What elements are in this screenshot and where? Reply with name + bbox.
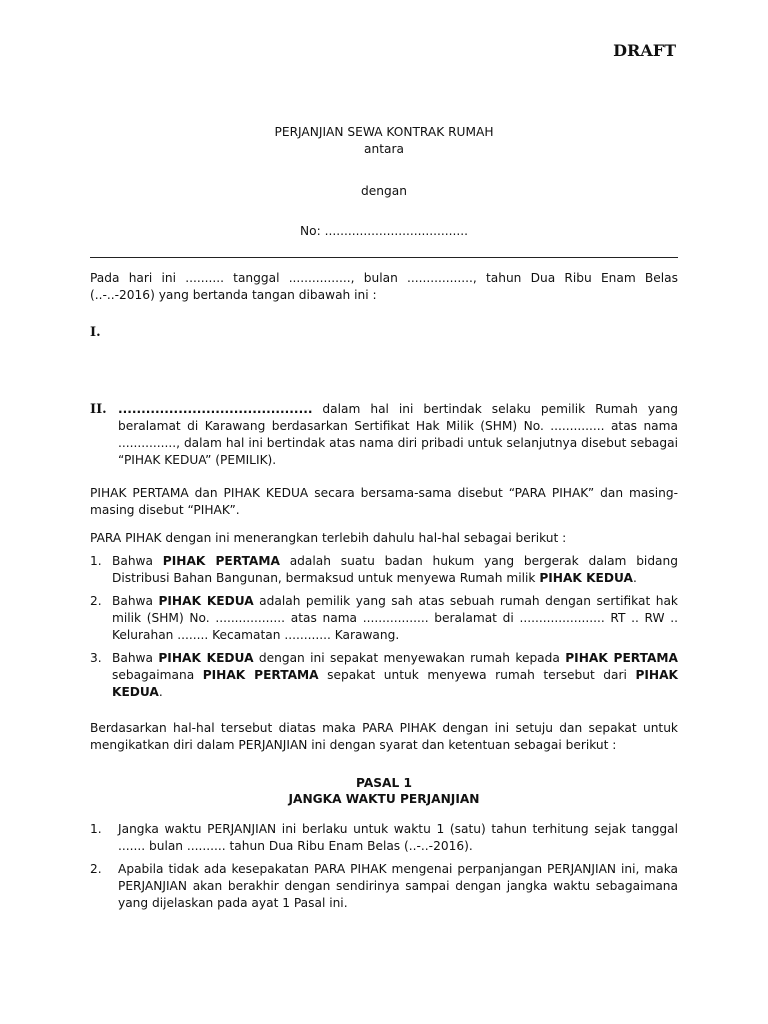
recital-text: sebagaimana	[112, 668, 203, 682]
recital-text: .	[632, 571, 637, 585]
list-item	[90, 593, 678, 644]
party-two-text: dalam hal ini bertindak selaku pemilik Rumah yang beralamat di Karawang berdasarkan Sertifikat Hak Milik (SHM) No. .............. atas nama ..............., dalam hal ini bertindak atas nama diri pribadi untuk selanjutnya disebut sebagai “PIHAK KEDUA” (PEMILIK).	[118, 402, 678, 467]
list-number: 2.	[90, 594, 102, 608]
list-number: 2.	[90, 862, 102, 876]
list-item	[90, 553, 678, 587]
pasal-item-text: Jangka waktu PERJANJIAN ini berlaku untuk waktu 1 (satu) tahun terhitung sejak tanggal ....... bulan .......... tahun Dua Ribu Enam Belas (..-..-2016).	[118, 822, 678, 853]
pasal-item-text: Apabila tidak ada kesepakatan PARA PIHAK mengenai perpanjangan PERJANJIAN ini, maka PERJANJIAN akan berakhir dengan sendirinya sampai dengan jangka waktu sebagaimana yang dijelaskan pada ayat 1 Pasal ini.	[118, 862, 678, 910]
recital-party: PIHAK PERTAMA	[202, 668, 319, 682]
party-one-numeral: I.	[90, 325, 101, 340]
recital-text: Bahwa	[112, 554, 163, 568]
document-number: No: .....................................	[300, 224, 468, 238]
list-number: 1.	[90, 822, 102, 836]
recital-text: adalah pemilik yang sah atas sebuah rumah dengan sertifikat hak milik (SHM) No. .................. atas nama ................. beralamat di ...................... RT .. RW .. Kelurahan ........ Kecamatan ............ Karawang.	[112, 594, 678, 642]
party-two-paragraph	[118, 401, 678, 469]
list-item	[90, 650, 678, 701]
recital-party: PIHAK KEDUA	[158, 594, 254, 608]
title-main: PERJANJIAN SEWA KONTRAK RUMAH	[274, 125, 494, 139]
divider-line	[90, 257, 678, 258]
recital-party: PIHAK KEDUA	[539, 571, 633, 585]
recital-text: .	[158, 685, 163, 699]
pasal-list	[90, 821, 678, 912]
para-pihak-paragraph: PIHAK PERTAMA dan PIHAK KEDUA secara bersama-sama disebut “PARA PIHAK” dan masing-masing disebut “PIHAK”.	[90, 486, 678, 517]
recital-text: Bahwa	[112, 594, 159, 608]
pasal-subheading: JANGKA WAKTU PERJANJIAN	[288, 792, 480, 806]
list-number: 1.	[90, 554, 102, 568]
intro-paragraph: Pada hari ini .......... tanggal ................, bulan ................., tahun Dua Ribu Enam Belas (..-..-2016) yang bertanda tangan dibawah ini :	[90, 271, 678, 302]
list-item	[90, 861, 678, 912]
recital-party: PIHAK PERTAMA	[565, 651, 678, 665]
recital-text: adalah suatu badan hukum yang bergerak dalam bidang Distribusi Bahan Bangunan, bermaksud untuk menyewa Rumah milik	[112, 554, 678, 585]
recital-text: Bahwa	[112, 651, 159, 665]
recital-text: sepakat untuk menyewa rumah tersebut dari	[318, 668, 636, 682]
pasal-heading: PASAL 1	[356, 776, 412, 790]
recital-party: PIHAK PERTAMA	[162, 554, 280, 568]
list-item	[90, 821, 678, 855]
draft-label: DRAFT	[613, 41, 676, 60]
party-two-numeral: II.	[90, 402, 107, 417]
title-antara: antara	[364, 142, 404, 156]
recital-list	[90, 553, 678, 701]
title-dengan: dengan	[361, 184, 407, 198]
list-number: 3.	[90, 651, 102, 665]
recital-text: dengan ini sepakat menyewakan rumah kepada	[253, 651, 566, 665]
recital-party: PIHAK KEDUA	[158, 651, 254, 665]
party-two-name: ..........................................	[118, 402, 313, 416]
recital-intro: PARA PIHAK dengan ini menerangkan terlebih dahulu hal-hal sebagai berikut :	[90, 531, 567, 545]
closing-paragraph: Berdasarkan hal-hal tersebut diatas maka PARA PIHAK dengan ini setuju dan sepakat untuk mengikatkan diri dalam PERJANJIAN ini dengan syarat dan ketentuan sebagai berikut :	[90, 721, 678, 752]
document-title	[90, 124, 678, 158]
recital-party: PIHAK KEDUA	[112, 668, 678, 699]
